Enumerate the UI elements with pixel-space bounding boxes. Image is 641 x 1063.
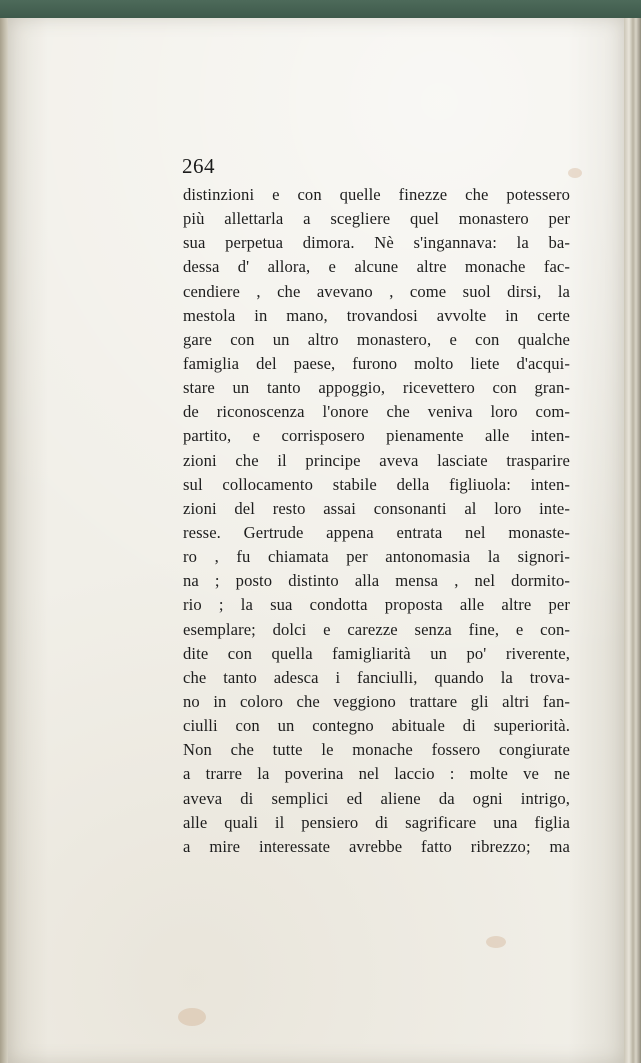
text-line: ciulli con un contegno abituale di superiorità. bbox=[183, 716, 570, 736]
paper-stain bbox=[178, 1008, 206, 1026]
text-line: de riconoscenza l'onore che veniva loro com- bbox=[183, 402, 570, 422]
text-line: esemplare; dolci e carezze senza fine, e con- bbox=[183, 619, 570, 639]
page-stack-edge bbox=[624, 18, 641, 1063]
text-line: a trarre la poverina nel laccio : molte ve ne bbox=[183, 764, 570, 784]
text-line: resse. Gertrude appena entrata nel monaste- bbox=[183, 522, 570, 542]
text-line: cendiere , che avevano , come suol dirsi, la bbox=[183, 281, 570, 301]
text-line: dessa d' allora, e alcune altre monache fac- bbox=[183, 257, 570, 277]
text-line: aveva di semplici ed aliene da ogni intrigo, bbox=[183, 788, 570, 808]
text-line: ro , fu chiamata per antonomasia la signori- bbox=[183, 547, 570, 567]
text-line: zioni che il principe aveva lasciate trasparire bbox=[183, 450, 570, 470]
text-line: che tanto adesca i fanciulli, quando la trova- bbox=[183, 667, 570, 687]
text-line: partito, e corrisposero pienamente alle inten- bbox=[183, 426, 570, 446]
page-number: 264 bbox=[182, 154, 215, 178]
text-line: na ; posto distinto alla mensa , nel dormito- bbox=[183, 571, 570, 591]
text-line: no in coloro che veggiono trattare gli altri fan- bbox=[183, 691, 570, 711]
text-line: sul collocamento stabile della figliuola: inten- bbox=[183, 474, 570, 494]
text-line: gare con un altro monastero, e con qualche bbox=[183, 329, 570, 349]
text-line: dite con quella famigliarità un po' riverente, bbox=[183, 643, 570, 663]
text-line: distinzioni e con quelle finezze che potessero bbox=[183, 185, 570, 204]
text-line: famiglia del paese, furono molto liete d'acqui- bbox=[183, 353, 570, 373]
paper-stain bbox=[486, 936, 506, 948]
text-line: a mire interessate avrebbe fatto ribrezzo; ma bbox=[183, 836, 570, 856]
paper-stain bbox=[568, 168, 582, 178]
text-line: Non che tutte le monache fossero congiurate bbox=[183, 740, 570, 760]
text-line: alle quali il pensiero di sagrificare una figlia bbox=[183, 812, 570, 832]
page-left-edge bbox=[0, 18, 8, 1063]
text-line: sua perpetua dimora. Nè s'ingannava: la ba- bbox=[183, 233, 570, 253]
text-line: rio ; la sua condotta proposta alle altre per bbox=[183, 595, 570, 615]
text-line: zioni del resto assai consonanti al loro inte- bbox=[183, 498, 570, 518]
text-line: mestola in mano, trovandosi avvolte in certe bbox=[183, 305, 570, 325]
text-line: stare un tanto appoggio, ricevettero con gran- bbox=[183, 378, 570, 398]
text-line: più allettarla a scegliere quel monastero per bbox=[183, 209, 570, 229]
body-text bbox=[183, 183, 570, 859]
